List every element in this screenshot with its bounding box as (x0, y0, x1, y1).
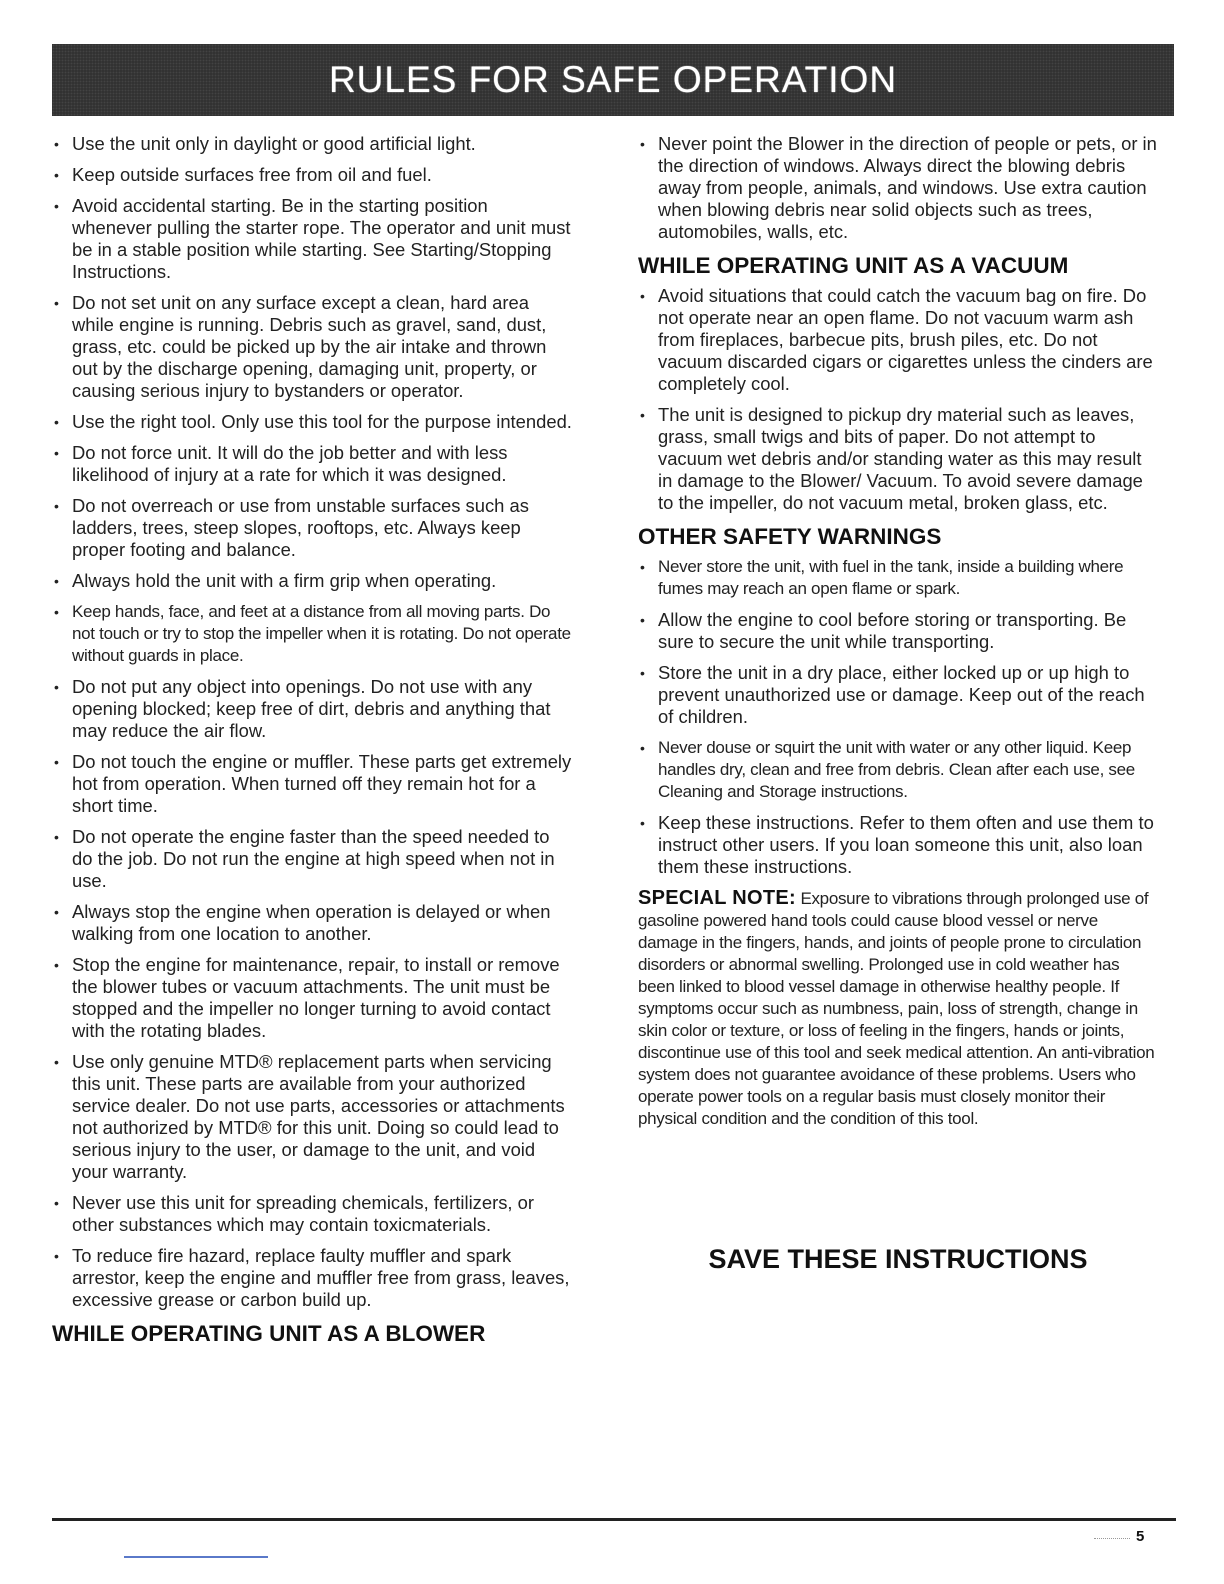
page-number: 5 (1136, 1528, 1145, 1545)
right-column (638, 133, 1158, 1147)
list-item: • Keep outside surfaces free from oil and fuel. (52, 164, 572, 186)
list-item: • Store the unit in a dry place, either locked up or up high to prevent unauthorized use or damage. Keep out of the reach of children. (638, 662, 1158, 728)
list-item: • Do not operate the engine faster than the speed needed to do the job. Do not run the engine at high speed when not in use. (52, 826, 572, 892)
list-item: • Avoid accidental starting. Be in the starting position whenever pulling the starter rope. The operator and unit must be in a stable position while starting. See Starting/Stopping Instructions. (52, 195, 572, 283)
special-note-label: SPECIAL NOTE: (638, 887, 796, 909)
list-item: • The unit is designed to pickup dry material such as leaves, grass, small twigs and bits of paper. Do not attempt to vacuum wet debris and/or standing water as this may result in damage to the Blower/ Vacuum. To avoid severe damage to the impeller, do not vacuum metal, broken glass, etc. (638, 404, 1158, 514)
general-rules-list (52, 133, 572, 1311)
save-instructions-heading: SAVE THESE INSTRUCTIONS (708, 1244, 1088, 1274)
other-warnings-heading: OTHER SAFETY WARNINGS (638, 524, 942, 549)
list-item: • Use only genuine MTD® replacement parts when servicing this unit. These parts are available from your authorized service dealer. Do not use parts, accessories or attachments not authorized by MTD® for this unit. Doing so could lead to serious injury to the user, or damage to the unit, and void your warranty. (52, 1051, 572, 1183)
left-column (52, 133, 572, 1353)
list-item: • Allow the engine to cool before storing or transporting. Be sure to secure the unit while transporting. (638, 609, 1158, 653)
list-item: • Do not set unit on any surface except a clean, hard area while engine is running. Debris such as gravel, sand, dust, grass, etc. could be picked up by the air intake and thrown out by the discharge opening, damaging unit, property, or causing serious injury to bystanders or operator. (52, 292, 572, 402)
list-item: • Do not overreach or use from unstable surfaces such as ladders, trees, steep slopes, rooftops, etc. Always keep proper footing and balance. (52, 495, 572, 561)
list-item: • Never use this unit for spreading chemicals, fertilizers, or other substances which may contain toxicmaterials. (52, 1192, 572, 1236)
list-item: • Avoid situations that could catch the vacuum bag on fire. Do not operate near an open flame. Do not vacuum warm ash from fireplaces, barbecue pits, brush piles, etc. Do not vacuum discarded cigars or cigarettes unless the cinders are completely cool. (638, 285, 1158, 395)
list-item: • Keep hands, face, and feet at a distance from all moving parts. Do not touch or try to stop the impeller when it is rotating. Do not operate without guards in place. (52, 601, 572, 667)
vacuum-section-heading: WHILE OPERATING UNIT AS A VACUUM (638, 253, 1069, 278)
list-item: • Stop the engine for maintenance, repair, to install or remove the blower tubes or vacuum attachments. The unit must be stopped and the impeller no longer turning to avoid contact with the rotating blades. (52, 954, 572, 1042)
vacuum-rules-list (638, 285, 1158, 514)
list-item: • Use the unit only in daylight or good artificial light. (52, 133, 572, 155)
list-item: • To reduce fire hazard, replace faulty muffler and spark arrestor, keep the engine and muffler free from grass, leaves, excessive grease or carbon build up. (52, 1245, 572, 1311)
footer-leader-dots (1094, 1538, 1130, 1539)
special-note (638, 887, 1158, 1130)
list-item: • Never point the Blower in the direction of people or pets, or in the direction of windows. Always direct the blowing debris away from people, animals, and windows. Use extra caution when blowing debris near solid objects such as trees, automobiles, walls, etc. (638, 133, 1158, 243)
page-title: RULES FOR SAFE OPERATION (328, 59, 898, 100)
list-item: • Always hold the unit with a firm grip when operating. (52, 570, 572, 592)
list-item: • Never store the unit, with fuel in the tank, inside a building where fumes may reach an open flame or spark. (638, 556, 1158, 600)
footer-link-underline[interactable] (124, 1556, 268, 1558)
list-item: • Always stop the engine when operation is delayed or when walking from one location to another. (52, 901, 572, 945)
list-item: • Do not put any object into openings. Do not use with any opening blocked; keep free of dirt, debris and anything that may reduce the air flow. (52, 676, 572, 742)
footer-divider (52, 1518, 1176, 1521)
title-banner (52, 44, 1174, 116)
blower-rules-list (638, 133, 1158, 243)
blower-section-heading: WHILE OPERATING UNIT AS A BLOWER (52, 1321, 486, 1346)
list-item: • Do not force unit. It will do the job better and with less likelihood of injury at a rate for which it was designed. (52, 442, 572, 486)
special-note-text: Exposure to vibrations through prolonged use of gasoline powered hand tools could cause blood vessel or nerve damage in the fingers, hands, and joints of people prone to circulation disorders or abnormal swelling. Prolonged use in cold weather has been linked to blood vessel damage in otherwise healthy people. If symptoms occur such as numbness, pain, loss of strength, change in skin color or texture, or loss of feeling in the fingers, hands or joints, discontinue use of this tool and seek medical attention. An anti-vibration system does not guarantee avoidance of these problems. Users who operate power tools on a regular basis must closely monitor their physical condition and the condition of this tool. (638, 889, 1155, 1128)
list-item: • Never douse or squirt the unit with water or any other liquid. Keep handles dry, clean and free from debris. Clean after each use, see Cleaning and Storage instructions. (638, 737, 1158, 803)
list-item: • Do not touch the engine or muffler. These parts get extremely hot from operation. When turned off they remain hot for a short time. (52, 751, 572, 817)
list-item: • Use the right tool. Only use this tool for the purpose intended. (52, 411, 572, 433)
list-item: • Keep these instructions. Refer to them often and use them to instruct other users. If you loan someone this unit, also loan them these instructions. (638, 812, 1158, 878)
other-warnings-list (638, 556, 1158, 878)
